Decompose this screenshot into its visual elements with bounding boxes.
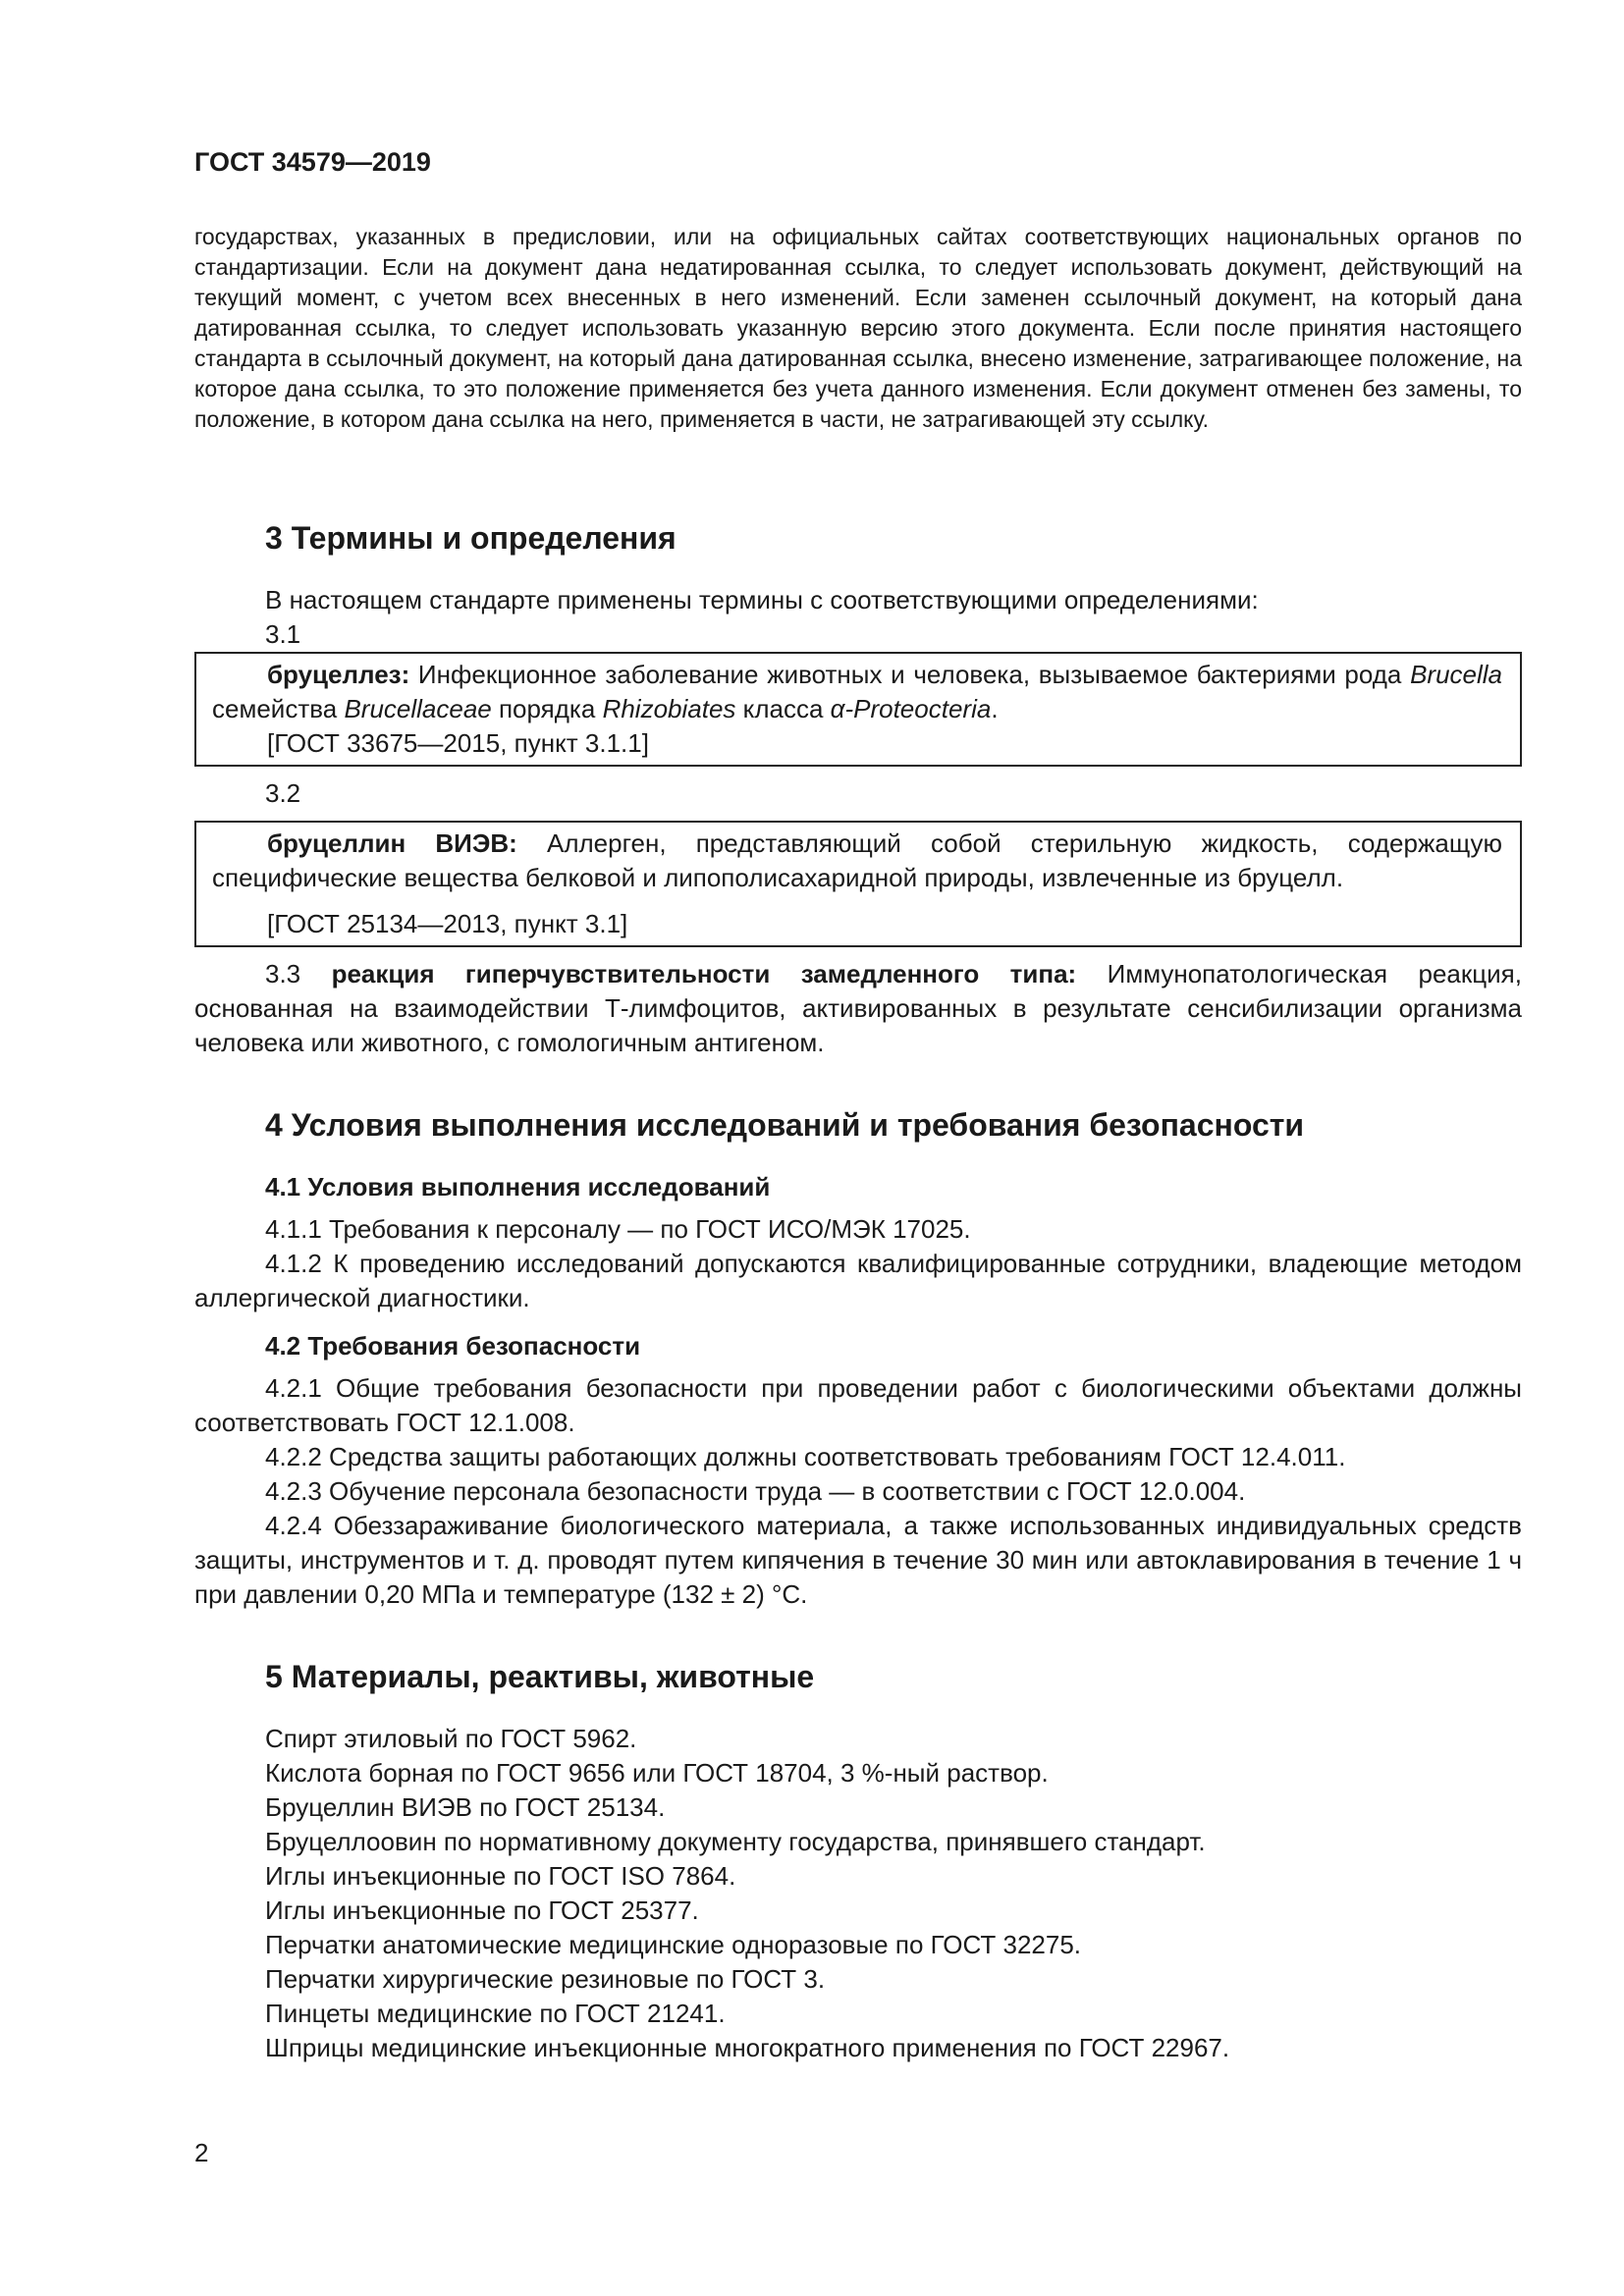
- section-3-lead: В настоящем стандарте применены термины с соответствующими определениями:: [265, 585, 1259, 614]
- term-3-3-definition: 3.3 реакция гиперчувствительности замедленного типа: Иммунопатологическая реакция, основанная на взаимодействии Т-лимфоцитов, активированных в результате сенсибилизации организма человека или животного, с гомологичным антигеном.: [194, 959, 1522, 1057]
- term-3-2-definition: бруцеллин ВИЭВ: Аллерген, представляющий собой стерильную жидкость, содержащую специфические вещества белковой и липополисахаридной природы, извлеченные из бруцелл.: [212, 828, 1502, 892]
- list-item: Пинцеты медицинские по ГОСТ 21241.: [265, 1999, 726, 2028]
- intro-paragraph: государствах, указанных в предисловии, или на официальных сайтах соответствующих национальных органов по стандартизации. Если на документ дана недатированная ссылка, то следует использовать документ, действующий на текущий момент, с учетом всех внесенных в него изменений. Если заменен ссылочный документ, на который дана датированная ссылка, то следует использовать указанную версию этого документа. Если после принятия настоящего стандарта в ссылочный документ, на который дана датированная ссылка, внесено изменение, затрагивающее положение, на которое дана ссылка, то это положение применяется без учета данного изменения. Если документ отменен без замены, то положение, в котором дана ссылка на него, применяется в части, не затрагивающей эту ссылку.: [194, 224, 1522, 432]
- term-box-3-1: [194, 652, 1522, 767]
- item-4-2-2: 4.2.2 Средства защиты работающих должны соответствовать требованиям ГОСТ 12.4.011.: [265, 1442, 1346, 1471]
- item-4-1-2: 4.1.2 К проведению исследований допускаются квалифицированные сотрудники, владеющие методом аллергической диагностики.: [194, 1249, 1522, 1312]
- list-item: Шприцы медицинские инъекционные многократного применения по ГОСТ 22967.: [265, 2033, 1230, 2062]
- list-item: Иглы инъекционные по ГОСТ ISO 7864.: [265, 1861, 736, 1891]
- term-3-2-number: 3.2: [265, 778, 301, 808]
- term-3-1-definition: бруцеллез: Инфекционное заболевание животных и человека, вызываемое бактериями рода Brucella семейства Brucellaceae порядка Rhizobiates класса α-Proteocteria.: [212, 660, 1502, 723]
- item-4-2-4: 4.2.4 Обеззараживание биологического материала, а также использованных индивидуальных средств защиты, инструментов и т. д. проводят путем кипячения в течение 30 мин или автоклавирования в течение 1 ч при давлении 0,20 МПа и температуре (132 ± 2) °С.: [194, 1511, 1522, 1609]
- list-item: Перчатки анатомические медицинские одноразовые по ГОСТ 32275.: [265, 1930, 1082, 1959]
- term-3-1-title: бруцеллез:: [267, 660, 410, 689]
- list-item: Кислота борная по ГОСТ 9656 или ГОСТ 18704, 3 %-ный раствор.: [265, 1758, 1049, 1788]
- list-item: Бруцеллоовин по нормативному документу государства, принявшего стандарт.: [265, 1827, 1206, 1856]
- section-3-heading: 3 Термины и определения: [265, 520, 677, 556]
- term-3-2-title: бруцеллин ВИЭВ:: [267, 828, 517, 858]
- genus-brucella: Brucella: [1410, 660, 1502, 689]
- term-3-1-source: [ГОСТ 33675—2015, пункт 3.1.1]: [267, 728, 649, 758]
- page-number: 2: [194, 2138, 209, 2167]
- list-item: Спирт этиловый по ГОСТ 5962.: [265, 1724, 637, 1753]
- main-content: [194, 518, 1522, 2065]
- subsection-4-1-heading: 4.1 Условия выполнения исследований: [265, 1172, 771, 1201]
- subsection-4-2-heading: 4.2 Требования безопасности: [265, 1331, 641, 1361]
- section-4-heading: 4 Условия выполнения исследований и требования безопасности: [265, 1107, 1305, 1143]
- document-header: ГОСТ 34579—2019: [194, 147, 431, 177]
- order-rhizobiates: Rhizobiates: [602, 694, 736, 723]
- document-page: [194, 0, 1522, 2296]
- term-3-2-source: [ГОСТ 25134—2013, пункт 3.1]: [267, 909, 628, 938]
- item-4-2-1: 4.2.1 Общие требования безопасности при проведении работ с биологическими объектами должны соответствовать ГОСТ 12.1.008.: [194, 1373, 1522, 1437]
- family-brucellaceae: Brucellaceae: [344, 694, 492, 723]
- item-4-2-3: 4.2.3 Обучение персонала безопасности труда — в соответствии с ГОСТ 12.0.004.: [265, 1476, 1246, 1506]
- term-3-1-number: 3.1: [265, 619, 301, 649]
- term-box-3-2: [194, 821, 1522, 947]
- list-item: Иглы инъекционные по ГОСТ 25377.: [265, 1896, 699, 1925]
- term-3-3-title: реакция гиперчувствительности замедленного типа:: [331, 959, 1077, 988]
- section-5-heading: 5 Материалы, реактивы, животные: [265, 1659, 815, 1694]
- class-proteocteria: α-Proteocteria: [830, 694, 992, 723]
- item-4-1-1: 4.1.1 Требования к персоналу — по ГОСТ ИСО/МЭК 17025.: [265, 1214, 971, 1244]
- list-item: Перчатки хирургические резиновые по ГОСТ 3.: [265, 1964, 826, 1994]
- list-item: Бруцеллин ВИЭВ по ГОСТ 25134.: [265, 1792, 666, 1822]
